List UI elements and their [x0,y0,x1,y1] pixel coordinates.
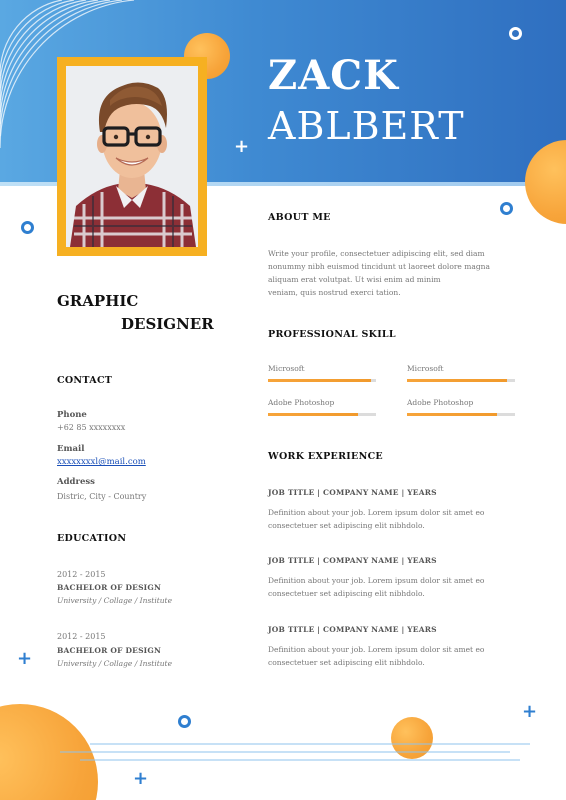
ring-left [21,221,34,234]
about-line: veniam, quis nostrud exerci tation. [268,288,401,297]
skill-bar [268,379,376,382]
skill-bar-fill [407,379,507,382]
plus-icon: + [234,136,250,157]
email-label: Email [57,444,85,454]
education-title: EDUCATION [57,533,127,544]
job-description-line: consectetuer set adipiscing elit nibhdolo. [268,658,425,667]
education-school: University / Collage / Institute [57,659,173,668]
last-name: ABLBERT [268,104,465,148]
contact-title: CONTACT [57,375,113,386]
phone-value: +62 85 xxxxxxxx [57,423,126,432]
ring-bottom [178,715,191,728]
job-heading: JOB TITLE | COMPANY NAME | YEARS [268,488,437,497]
job-description [268,574,484,600]
job-description-line: Definition about your job. Lorem ipsum dolor sit amet eo [268,576,485,585]
ring-right [500,202,513,215]
education-degree: BACHELOR OF DESIGN [57,583,162,592]
skill-bar [268,413,376,416]
job-description [268,506,484,532]
plus-icon: + [522,701,538,722]
about-line: nonummy nibh euismod tincidunt ut laoreet dolore magna [268,262,490,271]
profile-photo-frame [57,57,207,256]
profile-photo [66,66,198,247]
skill-bar-fill [268,413,358,416]
ring-top-right [509,27,522,40]
address-label: Address [57,477,95,487]
email-link[interactable]: xxxxxxxxl@mail.com [57,457,146,467]
job-heading: JOB TITLE | COMPANY NAME | YEARS [268,556,437,565]
plus-icon: + [17,648,33,669]
education-school: University / Collage / Institute [57,596,173,605]
phone-label: Phone [57,410,87,420]
education-degree: BACHELOR OF DESIGN [57,646,162,655]
job-description-line: Definition about your job. Lorem ipsum dolor sit amet eo [268,645,485,654]
first-name: ZACK [268,52,399,99]
decorative-lines [60,738,530,768]
profession-line-2: DESIGNER [121,315,214,333]
about-text [268,247,490,299]
skill-bar [407,379,515,382]
skill-name: Adobe Photoshop [407,398,474,407]
skill-name: Microsoft [268,364,305,373]
job-description-line: consectetuer set adipiscing elit nibhdolo. [268,521,425,530]
address-value: Distric, City - Country [57,492,147,501]
work-title: WORK EXPERIENCE [268,451,383,462]
education-years: 2012 - 2015 [57,570,106,579]
job-description-line: Definition about your job. Lorem ipsum dolor sit amet eo [268,508,485,517]
education-years: 2012 - 2015 [57,632,106,641]
skills-title: PROFESSIONAL SKILL [268,329,396,340]
skill-bar-fill [268,379,371,382]
plus-icon: + [133,768,149,789]
job-description [268,643,484,669]
profession-line-1: GRAPHIC [57,292,139,310]
skill-name: Adobe Photoshop [268,398,335,407]
about-line: Write your profile, consectetuer adipiscing elit, sed diam [268,249,485,258]
job-heading: JOB TITLE | COMPANY NAME | YEARS [268,625,437,634]
about-title: ABOUT ME [268,212,331,223]
about-line: aliquam erat volutpat. Ut wisi enim ad minim [268,275,441,284]
job-description-line: consectetuer set adipiscing elit nibhdolo. [268,589,425,598]
skill-bar [407,413,515,416]
skill-bar-fill [407,413,497,416]
skill-name: Microsoft [407,364,444,373]
avatar-illustration [66,66,198,247]
